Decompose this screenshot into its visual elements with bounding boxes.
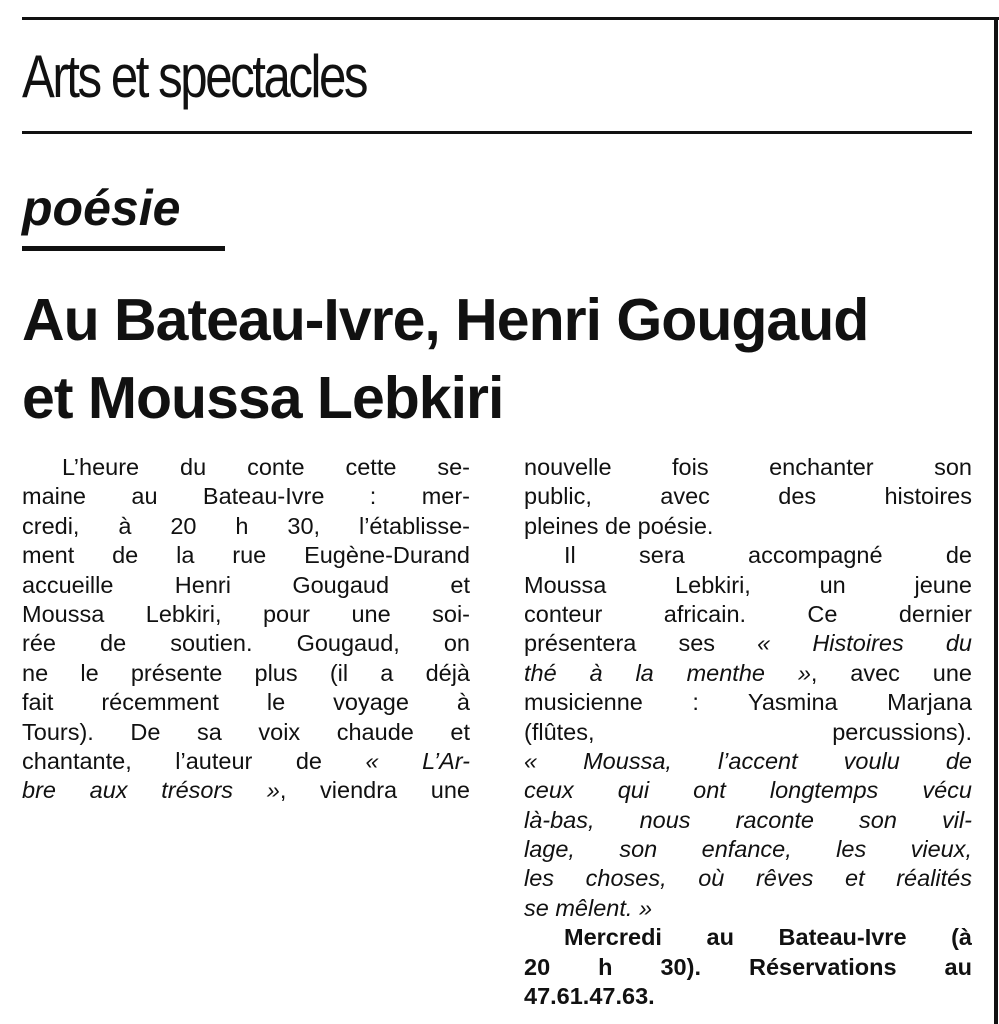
article-column-left bbox=[22, 453, 470, 806]
section-rule bbox=[22, 131, 972, 134]
text-line: L’heure du conte cette se- bbox=[62, 454, 470, 480]
text-segment: , viendra une bbox=[279, 777, 470, 804]
text-line: public, avec des histoires bbox=[524, 483, 972, 510]
quote-line: là-bas, nous raconte son vil- bbox=[524, 806, 972, 833]
text-line: Moussa Lebkiri, un jeune bbox=[524, 571, 972, 598]
headline-line-2: et Moussa Lebkiri bbox=[22, 365, 504, 431]
text-line: Il sera accompagné de bbox=[564, 542, 972, 569]
section-title: Arts et spectacles bbox=[22, 43, 367, 110]
show-title-segment: thé à la menthe » bbox=[524, 659, 811, 686]
quote-line: ceux qui ont longtemps vécu bbox=[524, 777, 972, 804]
text-line: nouvelle fois enchanter son bbox=[524, 454, 972, 480]
text-line bbox=[22, 776, 470, 805]
text-line: rée de soutien. Gougaud, on bbox=[22, 630, 470, 657]
quote-line: « Moussa, l’accent voulu de bbox=[524, 747, 972, 774]
rubric-label: poésie bbox=[22, 180, 181, 236]
event-info-line: 20 h 30). Réservations au bbox=[524, 953, 972, 980]
book-title-segment: bre aux trésors » bbox=[22, 777, 280, 804]
quote-line: les choses, où rêves et réalités bbox=[524, 865, 972, 892]
text-line: Tours). De sa voix chaude et bbox=[22, 718, 470, 745]
event-info-line: Mercredi au Bateau-Ivre (à bbox=[564, 924, 972, 951]
text-line bbox=[524, 629, 972, 658]
text-line: pleines de poésie. bbox=[524, 512, 714, 539]
quote-line: lage, son enfance, les vieux, bbox=[524, 836, 972, 863]
article-headline bbox=[22, 281, 982, 437]
headline-line-1: Au Bateau-Ivre, Henri Gougaud bbox=[22, 287, 869, 353]
text-line: ne le présente plus (il a déjà bbox=[22, 659, 470, 686]
text-line: Moussa Lebkiri, pour une soi- bbox=[22, 600, 470, 627]
book-title-segment: « L’Ar- bbox=[365, 747, 470, 774]
text-segment: chantante, l’auteur de bbox=[22, 747, 366, 774]
text-line: ment de la rue Eugène-Durand bbox=[22, 542, 470, 569]
quote-line: se mêlent. » bbox=[524, 894, 653, 921]
text-line: conteur africain. Ce dernier bbox=[524, 600, 972, 627]
page-frame-right bbox=[994, 17, 998, 1024]
text-line bbox=[524, 659, 972, 688]
text-line: maine au Bateau-Ivre : mer- bbox=[22, 483, 470, 510]
text-segment: présentera ses bbox=[524, 630, 758, 657]
event-info-line: 47.61.47.63. bbox=[524, 983, 655, 1010]
rubric-underline bbox=[22, 246, 225, 251]
text-line: (flûtes, percussions). bbox=[524, 718, 972, 745]
text-line bbox=[22, 747, 470, 776]
text-line: musicienne : Yasmina Marjana bbox=[524, 689, 972, 716]
page-frame-top bbox=[22, 17, 999, 20]
text-segment: , avec une bbox=[810, 659, 972, 686]
article-column-right bbox=[524, 453, 972, 1011]
text-line: credi, à 20 h 30, l’établisse- bbox=[22, 512, 470, 539]
text-line: fait récemment le voyage à bbox=[22, 689, 470, 716]
show-title-segment: « Histoires du bbox=[757, 630, 972, 657]
text-line: accueille Henri Gougaud et bbox=[22, 571, 470, 598]
